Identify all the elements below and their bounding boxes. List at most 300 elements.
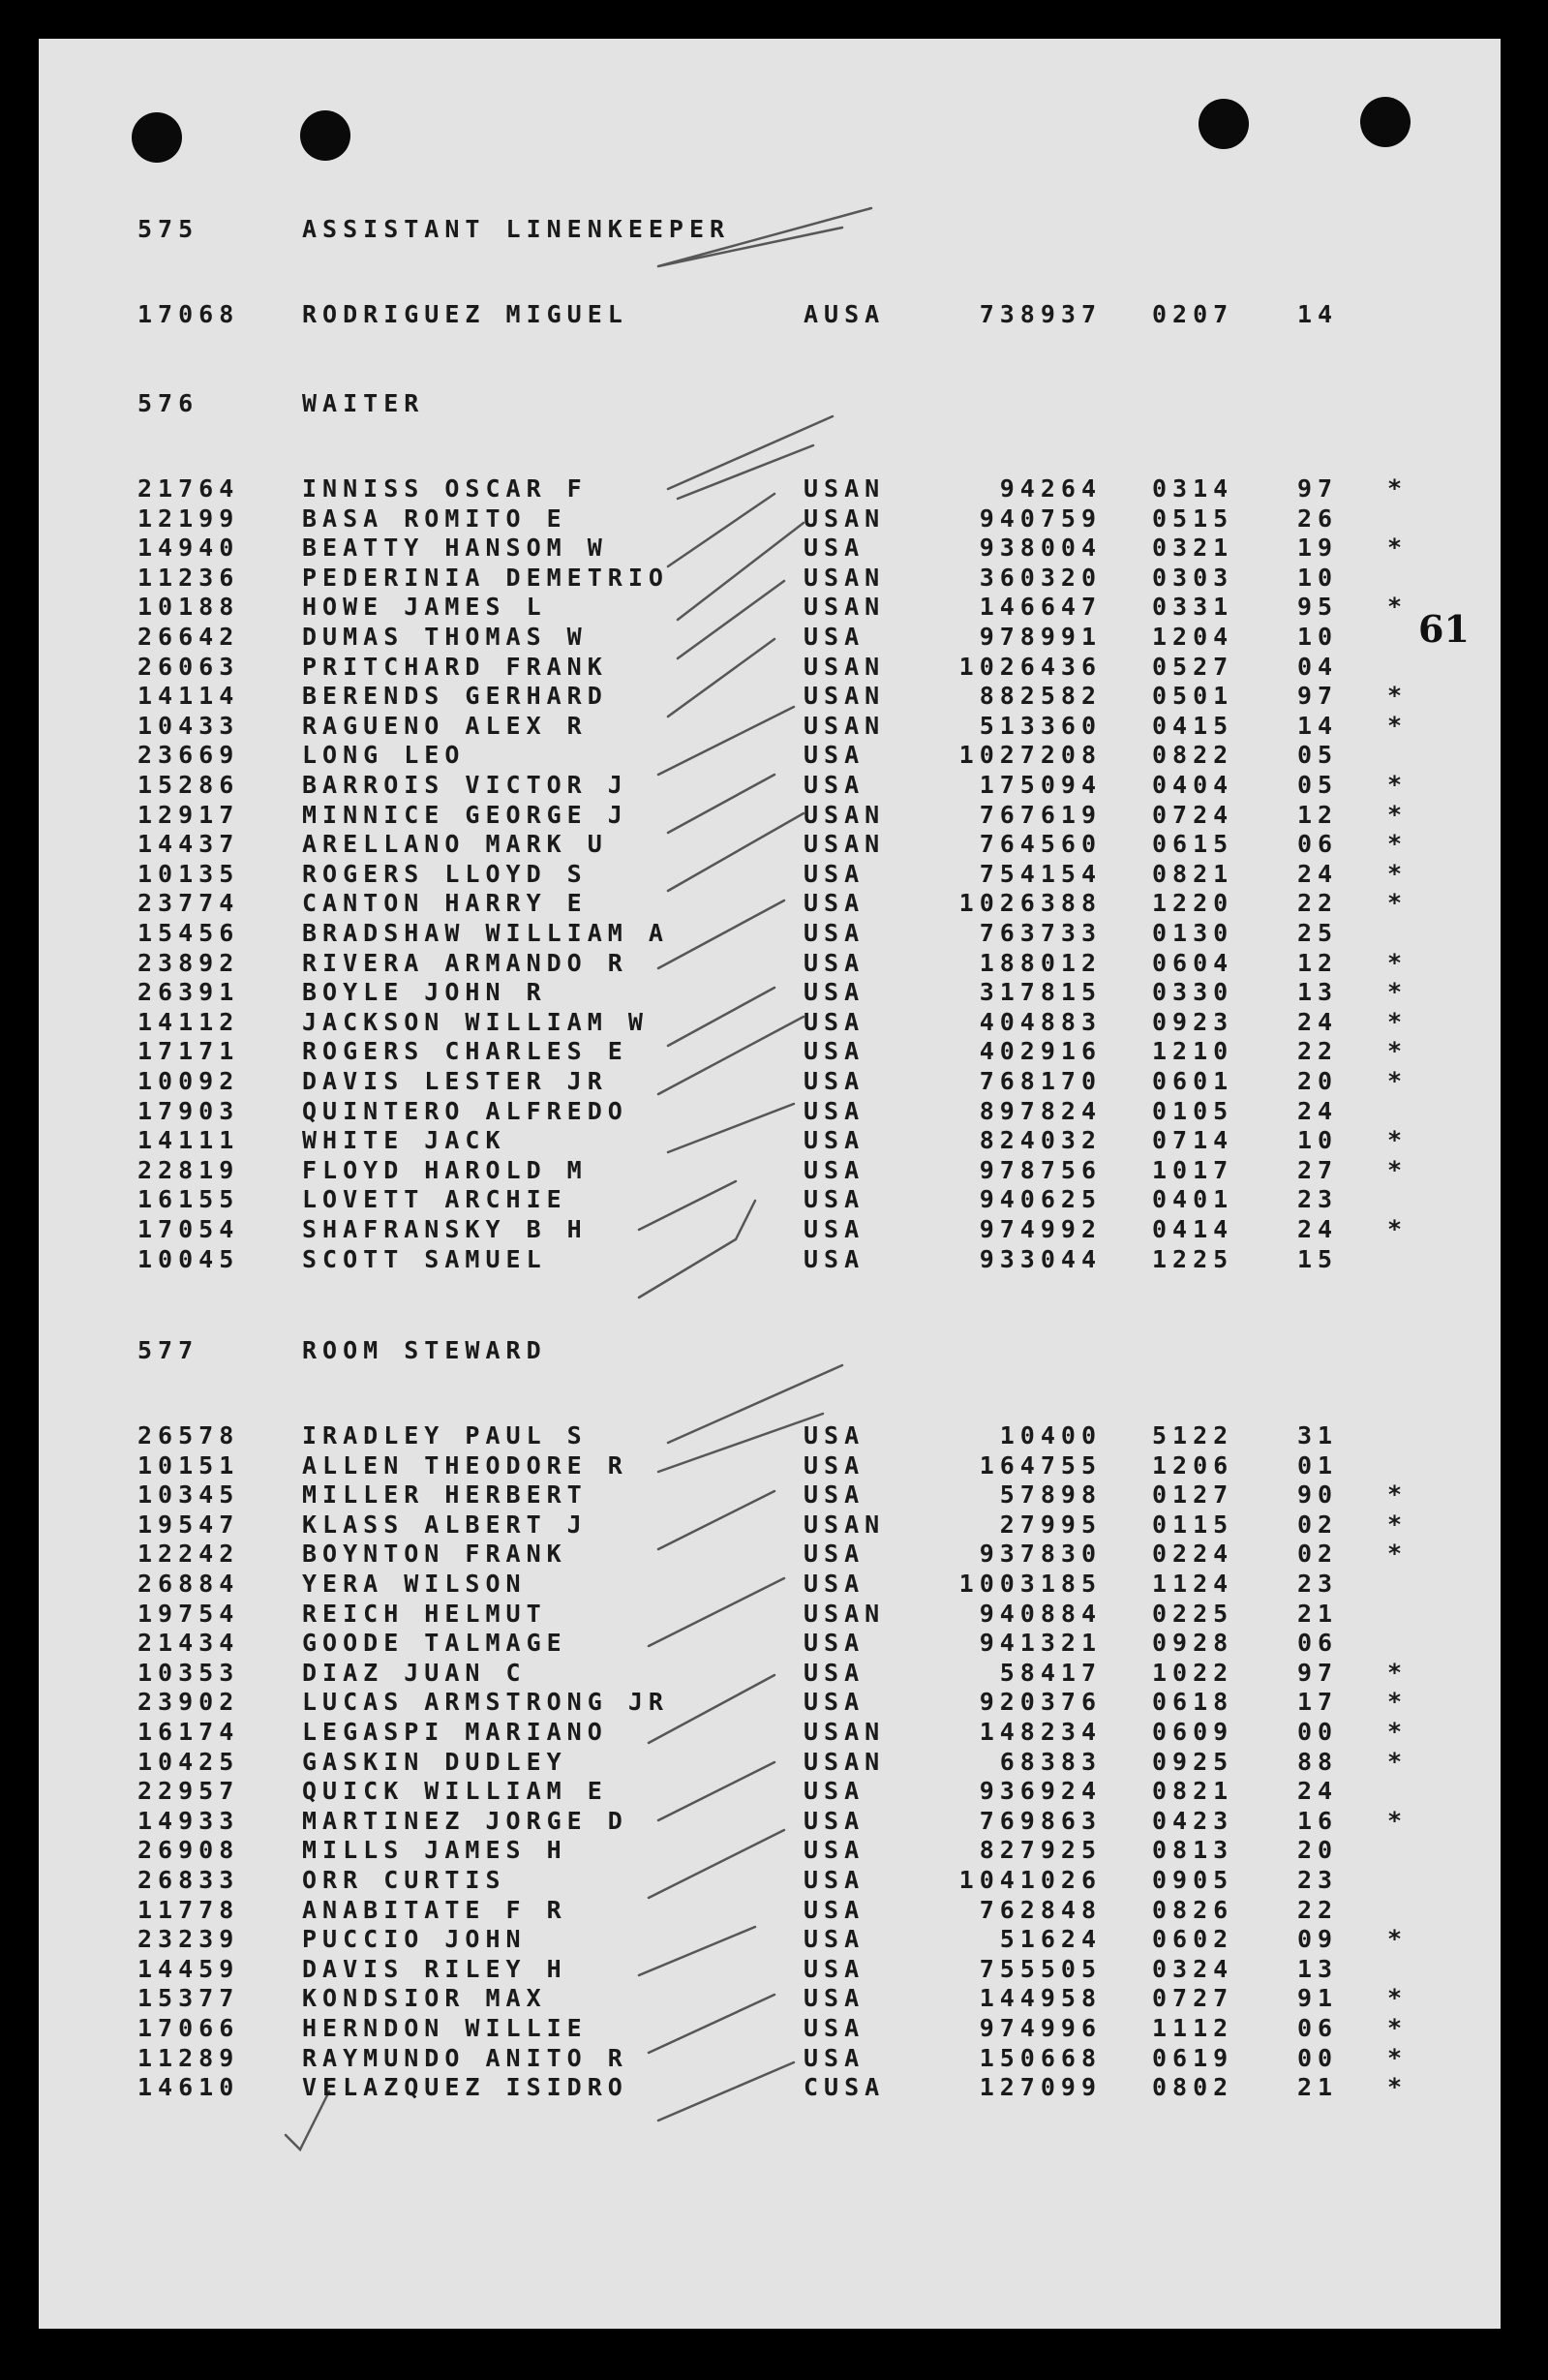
- asterisk-mark: *: [1387, 474, 1409, 503]
- employee-id: 14111: [137, 1126, 240, 1155]
- employee-id: 12242: [137, 1540, 240, 1569]
- nationality-code: USAN: [804, 1747, 886, 1776]
- age-value: 97: [1297, 1658, 1339, 1687]
- date-code: 0802: [1152, 2073, 1234, 2102]
- nationality-code: USA: [804, 1570, 865, 1598]
- age-value: 10: [1297, 1126, 1339, 1155]
- date-code: 0115: [1152, 1510, 1234, 1539]
- employee-id: 10433: [137, 711, 240, 740]
- employee-id: 10353: [137, 1658, 240, 1687]
- age-value: 24: [1297, 859, 1339, 888]
- age-value: 10: [1297, 563, 1339, 592]
- nationality-code: USAN: [804, 830, 886, 859]
- employee-name: DAVIS RILEY H: [302, 1954, 567, 1983]
- employee-id: 26578: [137, 1421, 240, 1449]
- reference-number: 1041026: [958, 1866, 1102, 1894]
- employee-name: KONDSIOR MAX: [302, 1984, 547, 2013]
- age-value: 20: [1297, 1067, 1339, 1095]
- employee-name: LUCAS ARMSTRONG JR: [302, 1688, 669, 1717]
- employee-name: ROGERS LLOYD S: [302, 859, 588, 888]
- age-value: 16: [1297, 1806, 1339, 1835]
- reference-number: 937830: [979, 1540, 1102, 1569]
- employee-name: BEATTY HANSOM W: [302, 534, 608, 563]
- employee-id: 21764: [137, 474, 240, 503]
- employee-id: 15286: [137, 771, 240, 799]
- employee-name: PEDERINIA DEMETRIO: [302, 563, 669, 592]
- asterisk-mark: *: [1387, 1540, 1409, 1569]
- age-value: 95: [1297, 593, 1339, 622]
- date-code: 0821: [1152, 1777, 1234, 1806]
- document-page: [39, 39, 1501, 2329]
- date-code: 0826: [1152, 1895, 1234, 1924]
- nationality-code: USA: [804, 1629, 865, 1658]
- employee-id: 14112: [137, 1007, 240, 1036]
- employee-name: KLASS ALBERT J: [302, 1510, 588, 1539]
- reference-number: 940625: [979, 1185, 1102, 1214]
- reference-number: 764560: [979, 830, 1102, 859]
- employee-id: 14610: [137, 2073, 240, 2102]
- age-value: 06: [1297, 1629, 1339, 1658]
- asterisk-mark: *: [1387, 948, 1409, 977]
- date-code: 0714: [1152, 1126, 1234, 1155]
- date-code: 0415: [1152, 711, 1234, 740]
- date-code: 0813: [1152, 1836, 1234, 1865]
- reference-number: 933044: [979, 1244, 1102, 1273]
- nationality-code: AUSA: [804, 300, 886, 328]
- age-value: 88: [1297, 1747, 1339, 1776]
- reference-number: 754154: [979, 859, 1102, 888]
- date-code: 0501: [1152, 682, 1234, 711]
- reference-number: 1003185: [958, 1570, 1102, 1598]
- employee-id: 12917: [137, 800, 240, 829]
- employee-id: 15377: [137, 1984, 240, 2013]
- reference-number: 404883: [979, 1007, 1102, 1036]
- asterisk-mark: *: [1387, 1067, 1409, 1095]
- employee-id: 23774: [137, 889, 240, 918]
- employee-name: MILLS JAMES H: [302, 1836, 567, 1865]
- employee-id: 16155: [137, 1185, 240, 1214]
- asterisk-mark: *: [1387, 711, 1409, 740]
- age-value: 12: [1297, 800, 1339, 829]
- employee-name: GASKIN DUDLEY: [302, 1747, 567, 1776]
- employee-name: YERA WILSON: [302, 1570, 527, 1598]
- reference-number: 978991: [979, 623, 1102, 651]
- employee-name: PRITCHARD FRANK: [302, 652, 608, 681]
- reference-number: 974996: [979, 2014, 1102, 2042]
- reference-number: 767619: [979, 800, 1102, 829]
- employee-name: ROGERS CHARLES E: [302, 1037, 628, 1066]
- reference-number: 762848: [979, 1895, 1102, 1924]
- nationality-code: USA: [804, 534, 865, 563]
- date-code: 0401: [1152, 1185, 1234, 1214]
- date-code: 0602: [1152, 1925, 1234, 1954]
- date-code: 0127: [1152, 1480, 1234, 1510]
- employee-name: SHAFRANSKY B H: [302, 1215, 588, 1243]
- asterisk-mark: *: [1387, 1925, 1409, 1954]
- age-value: 21: [1297, 1599, 1339, 1628]
- date-code: 0821: [1152, 859, 1234, 888]
- reference-number: 941321: [979, 1629, 1102, 1658]
- reference-number: 58417: [999, 1658, 1102, 1687]
- employee-name: REICH HELMUT: [302, 1599, 547, 1628]
- employee-id: 26642: [137, 623, 240, 651]
- date-code: 0331: [1152, 593, 1234, 622]
- age-value: 23: [1297, 1570, 1339, 1598]
- asterisk-mark: *: [1387, 1480, 1409, 1510]
- reference-number: 10400: [999, 1421, 1102, 1449]
- nationality-code: USAN: [804, 652, 886, 681]
- reference-number: 150668: [979, 2043, 1102, 2072]
- age-value: 23: [1297, 1185, 1339, 1214]
- pencil-checkmarks: [39, 39, 1501, 2329]
- reference-number: 164755: [979, 1450, 1102, 1480]
- employee-name: DUMAS THOMAS W: [302, 623, 588, 651]
- asterisk-mark: *: [1387, 593, 1409, 622]
- employee-name: QUINTERO ALFREDO: [302, 1096, 628, 1125]
- date-code: 0414: [1152, 1215, 1234, 1243]
- employee-id: 19547: [137, 1510, 240, 1539]
- asterisk-mark: *: [1387, 771, 1409, 799]
- employee-name: DAVIS LESTER JR: [302, 1067, 608, 1095]
- nationality-code: USA: [804, 1866, 865, 1894]
- age-value: 10: [1297, 623, 1339, 651]
- nationality-code: USAN: [804, 563, 886, 592]
- asterisk-mark: *: [1387, 978, 1409, 1007]
- date-code: 0618: [1152, 1688, 1234, 1717]
- reference-number: 175094: [979, 771, 1102, 799]
- nationality-code: USAN: [804, 800, 886, 829]
- employee-id: 10188: [137, 593, 240, 622]
- section-code: 576: [137, 389, 199, 417]
- reference-number: 1026388: [958, 889, 1102, 918]
- employee-id: 14933: [137, 1806, 240, 1835]
- nationality-code: USAN: [804, 1510, 886, 1539]
- asterisk-mark: *: [1387, 1718, 1409, 1746]
- date-code: 1204: [1152, 623, 1234, 651]
- date-code: 0207: [1152, 300, 1234, 328]
- nationality-code: USA: [804, 948, 865, 977]
- date-code: 0225: [1152, 1599, 1234, 1628]
- age-value: 19: [1297, 534, 1339, 563]
- date-code: 0130: [1152, 919, 1234, 947]
- date-code: 0928: [1152, 1629, 1234, 1658]
- nationality-code: USA: [804, 1688, 865, 1717]
- employee-name: INNISS OSCAR F: [302, 474, 588, 503]
- reference-number: 940884: [979, 1599, 1102, 1628]
- reference-number: 938004: [979, 534, 1102, 563]
- reference-number: 936924: [979, 1777, 1102, 1806]
- employee-id: 22819: [137, 1155, 240, 1184]
- employee-id: 11289: [137, 2043, 240, 2072]
- employee-name: RODRIGUEZ MIGUEL: [302, 300, 628, 328]
- nationality-code: USAN: [804, 593, 886, 622]
- reference-number: 513360: [979, 711, 1102, 740]
- employee-name: BOYLE JOHN R: [302, 978, 547, 1007]
- date-code: 0604: [1152, 948, 1234, 977]
- employee-name: HOWE JAMES L: [302, 593, 547, 622]
- age-value: 24: [1297, 1007, 1339, 1036]
- date-code: 0314: [1152, 474, 1234, 503]
- age-value: 00: [1297, 2043, 1339, 2072]
- age-value: 00: [1297, 1718, 1339, 1746]
- employee-id: 10425: [137, 1747, 240, 1776]
- employee-id: 17066: [137, 2014, 240, 2042]
- employee-id: 19754: [137, 1599, 240, 1628]
- employee-name: ARELLANO MARK U: [302, 830, 608, 859]
- asterisk-mark: *: [1387, 1215, 1409, 1243]
- date-code: 1124: [1152, 1570, 1234, 1598]
- employee-name: MARTINEZ JORGE D: [302, 1806, 628, 1835]
- nationality-code: USA: [804, 1954, 865, 1983]
- age-value: 14: [1297, 711, 1339, 740]
- nationality-code: USA: [804, 771, 865, 799]
- employee-id: 16174: [137, 1718, 240, 1746]
- nationality-code: USA: [804, 741, 865, 770]
- reference-number: 146647: [979, 593, 1102, 622]
- date-code: 0615: [1152, 830, 1234, 859]
- nationality-code: USA: [804, 1480, 865, 1510]
- employee-name: VELAZQUEZ ISIDRO: [302, 2073, 628, 2102]
- nationality-code: USA: [804, 1450, 865, 1480]
- employee-id: 26391: [137, 978, 240, 1007]
- reference-number: 1027208: [958, 741, 1102, 770]
- employee-name: HERNDON WILLIE: [302, 2014, 588, 2042]
- date-code: 0724: [1152, 800, 1234, 829]
- employee-name: IRADLEY PAUL S: [302, 1421, 588, 1449]
- date-code: 0303: [1152, 563, 1234, 592]
- reference-number: 127099: [979, 2073, 1102, 2102]
- employee-name: ANABITATE F R: [302, 1895, 567, 1924]
- nationality-code: USA: [804, 859, 865, 888]
- nationality-code: USA: [804, 1215, 865, 1243]
- age-value: 06: [1297, 2014, 1339, 2042]
- employee-name: ALLEN THEODORE R: [302, 1450, 628, 1480]
- asterisk-mark: *: [1387, 800, 1409, 829]
- employee-id: 23902: [137, 1688, 240, 1717]
- age-value: 22: [1297, 889, 1339, 918]
- employee-name: BRADSHAW WILLIAM A: [302, 919, 669, 947]
- section-title: ROOM STEWARD: [302, 1336, 547, 1364]
- asterisk-mark: *: [1387, 1007, 1409, 1036]
- asterisk-mark: *: [1387, 889, 1409, 918]
- date-code: 0619: [1152, 2043, 1234, 2072]
- nationality-code: USA: [804, 889, 865, 918]
- date-code: 0905: [1152, 1866, 1234, 1894]
- employee-id: 11778: [137, 1895, 240, 1924]
- employee-name: LONG LEO: [302, 741, 466, 770]
- employee-name: BARROIS VICTOR J: [302, 771, 628, 799]
- age-value: 24: [1297, 1215, 1339, 1243]
- employee-id: 12199: [137, 503, 240, 533]
- reference-number: 882582: [979, 682, 1102, 711]
- nationality-code: USA: [804, 2014, 865, 2042]
- nationality-code: USA: [804, 1925, 865, 1954]
- employee-id: 10092: [137, 1067, 240, 1095]
- date-code: 0527: [1152, 652, 1234, 681]
- employee-id: 17171: [137, 1037, 240, 1066]
- reference-number: 360320: [979, 563, 1102, 592]
- date-code: 1225: [1152, 1244, 1234, 1273]
- reference-number: 769863: [979, 1806, 1102, 1835]
- age-value: 20: [1297, 1836, 1339, 1865]
- age-value: 09: [1297, 1925, 1339, 1954]
- age-value: 24: [1297, 1777, 1339, 1806]
- employee-id: 14114: [137, 682, 240, 711]
- asterisk-mark: *: [1387, 830, 1409, 859]
- employee-name: CANTON HARRY E: [302, 889, 588, 918]
- employee-name: RAGUENO ALEX R: [302, 711, 588, 740]
- age-value: 05: [1297, 741, 1339, 770]
- employee-id: 14459: [137, 1954, 240, 1983]
- employee-id: 10345: [137, 1480, 240, 1510]
- asterisk-mark: *: [1387, 682, 1409, 711]
- section-title: ASSISTANT LINENKEEPER: [302, 215, 731, 243]
- age-value: 21: [1297, 2073, 1339, 2102]
- age-value: 02: [1297, 1510, 1339, 1539]
- age-value: 05: [1297, 771, 1339, 799]
- employee-name: WHITE JACK: [302, 1126, 506, 1155]
- age-value: 26: [1297, 503, 1339, 533]
- employee-name: DIAZ JUAN C: [302, 1658, 527, 1687]
- age-value: 31: [1297, 1421, 1339, 1449]
- age-value: 23: [1297, 1866, 1339, 1894]
- reference-number: 27995: [999, 1510, 1102, 1539]
- employee-name: SCOTT SAMUEL: [302, 1244, 547, 1273]
- reference-number: 738937: [979, 300, 1102, 328]
- nationality-code: USA: [804, 1777, 865, 1806]
- date-code: 0923: [1152, 1007, 1234, 1036]
- asterisk-mark: *: [1387, 1984, 1409, 2013]
- reference-number: 768170: [979, 1067, 1102, 1095]
- employee-id: 21434: [137, 1629, 240, 1658]
- reference-number: 978756: [979, 1155, 1102, 1184]
- reference-number: 68383: [999, 1747, 1102, 1776]
- date-code: 0925: [1152, 1747, 1234, 1776]
- reference-number: 974992: [979, 1215, 1102, 1243]
- employee-name: BASA ROMITO E: [302, 503, 567, 533]
- nationality-code: USAN: [804, 474, 886, 503]
- employee-id: 23669: [137, 741, 240, 770]
- nationality-code: USA: [804, 2043, 865, 2072]
- employee-id: 26833: [137, 1866, 240, 1894]
- asterisk-mark: *: [1387, 1806, 1409, 1835]
- date-code: 0224: [1152, 1540, 1234, 1569]
- date-code: 1210: [1152, 1037, 1234, 1066]
- age-value: 01: [1297, 1450, 1339, 1480]
- date-code: 1022: [1152, 1658, 1234, 1687]
- nationality-code: USA: [804, 1658, 865, 1687]
- age-value: 27: [1297, 1155, 1339, 1184]
- age-value: 13: [1297, 978, 1339, 1007]
- asterisk-mark: *: [1387, 1510, 1409, 1539]
- nationality-code: USA: [804, 1067, 865, 1095]
- asterisk-mark: *: [1387, 2043, 1409, 2072]
- reference-number: 1026436: [958, 652, 1102, 681]
- nationality-code: USAN: [804, 1718, 886, 1746]
- employee-name: PUCCIO JOHN: [302, 1925, 527, 1954]
- nationality-code: USA: [804, 1096, 865, 1125]
- reference-number: 94264: [999, 474, 1102, 503]
- reference-number: 57898: [999, 1480, 1102, 1510]
- employee-id: 11236: [137, 563, 240, 592]
- date-code: 1206: [1152, 1450, 1234, 1480]
- employee-id: 17054: [137, 1215, 240, 1243]
- date-code: 1017: [1152, 1155, 1234, 1184]
- employee-name: LEGASPI MARIANO: [302, 1718, 608, 1746]
- date-code: 5122: [1152, 1421, 1234, 1449]
- age-value: 15: [1297, 1244, 1339, 1273]
- date-code: 0609: [1152, 1718, 1234, 1746]
- date-code: 1112: [1152, 2014, 1234, 2042]
- nationality-code: USA: [804, 1540, 865, 1569]
- employee-id: 15456: [137, 919, 240, 947]
- employee-name: ORR CURTIS: [302, 1866, 506, 1894]
- age-value: 22: [1297, 1037, 1339, 1066]
- employee-id: 10045: [137, 1244, 240, 1273]
- nationality-code: USA: [804, 1984, 865, 2013]
- employee-name: BOYNTON FRANK: [302, 1540, 567, 1569]
- date-code: 0324: [1152, 1954, 1234, 1983]
- age-value: 97: [1297, 682, 1339, 711]
- reference-number: 940759: [979, 503, 1102, 533]
- nationality-code: USAN: [804, 682, 886, 711]
- nationality-code: USA: [804, 1244, 865, 1273]
- asterisk-mark: *: [1387, 2014, 1409, 2042]
- employee-id: 17903: [137, 1096, 240, 1125]
- age-value: 24: [1297, 1096, 1339, 1125]
- reference-number: 920376: [979, 1688, 1102, 1717]
- age-value: 90: [1297, 1480, 1339, 1510]
- nationality-code: USA: [804, 1806, 865, 1835]
- age-value: 06: [1297, 830, 1339, 859]
- nationality-code: USA: [804, 1155, 865, 1184]
- employee-id: 26884: [137, 1570, 240, 1598]
- section-code: 575: [137, 215, 199, 243]
- employee-id: 10135: [137, 859, 240, 888]
- age-value: 17: [1297, 1688, 1339, 1717]
- employee-name: GOODE TALMAGE: [302, 1629, 567, 1658]
- reference-number: 763733: [979, 919, 1102, 947]
- nationality-code: USA: [804, 1836, 865, 1865]
- asterisk-mark: *: [1387, 1155, 1409, 1184]
- age-value: 91: [1297, 1984, 1339, 2013]
- age-value: 04: [1297, 652, 1339, 681]
- date-code: 0515: [1152, 503, 1234, 533]
- reference-number: 317815: [979, 978, 1102, 1007]
- employee-id: 22957: [137, 1777, 240, 1806]
- nationality-code: USA: [804, 1895, 865, 1924]
- asterisk-mark: *: [1387, 1747, 1409, 1776]
- nationality-code: USA: [804, 1007, 865, 1036]
- age-value: 25: [1297, 919, 1339, 947]
- employee-id: 23239: [137, 1925, 240, 1954]
- reference-number: 402916: [979, 1037, 1102, 1066]
- nationality-code: USA: [804, 978, 865, 1007]
- date-code: 0105: [1152, 1096, 1234, 1125]
- nationality-code: USAN: [804, 1599, 886, 1628]
- nationality-code: USAN: [804, 503, 886, 533]
- age-value: 02: [1297, 1540, 1339, 1569]
- employee-id: 17068: [137, 300, 240, 328]
- date-code: 0423: [1152, 1806, 1234, 1835]
- section-title: WAITER: [302, 389, 425, 417]
- employee-name: JACKSON WILLIAM W: [302, 1007, 649, 1036]
- reference-number: 827925: [979, 1836, 1102, 1865]
- date-code: 0321: [1152, 534, 1234, 563]
- asterisk-mark: *: [1387, 1126, 1409, 1155]
- date-code: 0727: [1152, 1984, 1234, 2013]
- employee-id: 26063: [137, 652, 240, 681]
